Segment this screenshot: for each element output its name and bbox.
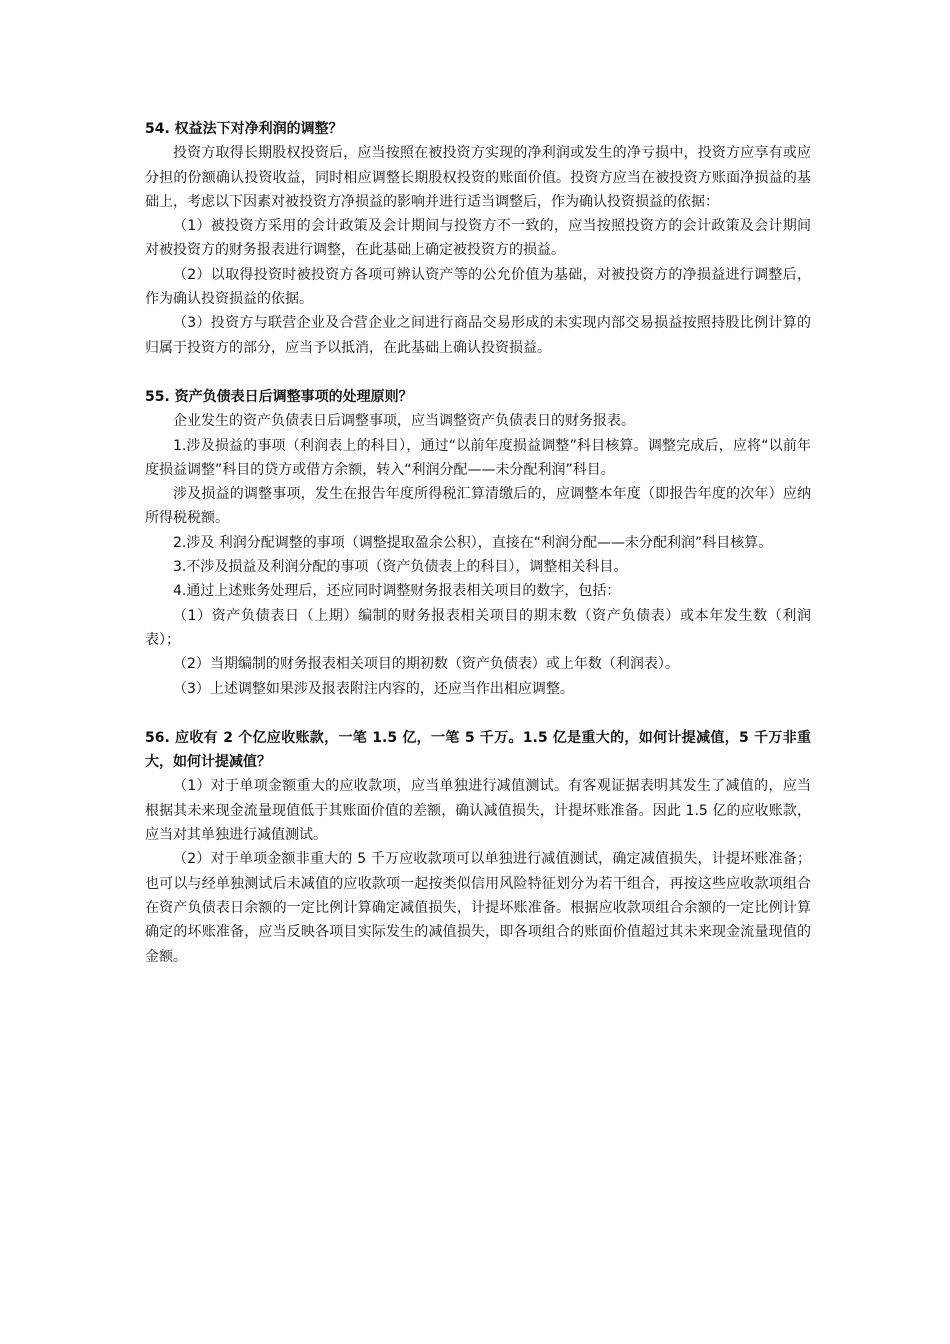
paragraph: 1.涉及损益的事项（利润表上的科目），通过“以前年度损益调整”科目核算。调整完成后，应将“以前年度损益调整”科目的贷方或借方余额，转入“利润分配——未分配利润”科目。	[145, 437, 811, 478]
paragraph: （3）上述调整如果涉及报表附注内容的，还应当作出相应调整。	[173, 680, 574, 697]
paragraph: （2）以取得投资时被投资方各项可辨认资产等的公允价值为基础，对被投资方的净损益进行调整后，作为确认投资损益的依据。	[145, 266, 811, 308]
section-heading: 55. 资产负债表日后调整事项的处理原则？	[145, 388, 413, 405]
paragraph: 3.不涉及损益及利润分配的事项（资产负债表上的科目），调整相关科目。	[173, 559, 628, 576]
section-54	[145, 117, 811, 360]
paragraph: 4.通过上述账务处理后，还应同时调整财务报表相关项目的数字，包括：	[173, 583, 621, 600]
paragraph: 投资方取得长期股权投资后，应当按照在被投资方实现的净利润或发生的净亏损中，投资方应享有或应分担的份额确认投资收益，同时相应调整长期股权投资的账面价值。投资方应当在被投资方账面净损益的基础上，考虑以下因素对被投资方净损益的影响并进行适当调整后，作为确认投资损益的依据：	[145, 145, 811, 210]
section-55	[145, 385, 811, 701]
paragraph: （1）对于单项金额重大的应收款项，应当单独进行减值测试。有客观证据表明其发生了减值的，应当根据其未来现金流量现值低于其账面价值的差额，确认减值损失，计提坏账准备。因此 1.5 亿的应收账款，应当对其单独进行减值测试。	[145, 778, 811, 844]
paragraph: 企业发生的资产负债表日后调整事项，应当调整资产负债表日的财务报表。	[173, 413, 635, 430]
paragraph: （1）被投资方采用的会计政策及会计期间与投资方不一致的，应当按照投资方的会计政策及会计期间对被投资方的财务报表进行调整，在此基础上确定被投资方的损益。	[145, 218, 811, 259]
paragraph: （2）当期编制的财务报表相关项目的期初数（资产负债表）或上年数（利润表）。	[173, 656, 679, 673]
paragraph: 2.涉及 利润分配调整的事项（调整提取盈余公积），直接在“利润分配——未分配利润”科目核算。	[173, 534, 773, 551]
paragraph: 涉及损益的调整事项，发生在报告年度所得税汇算清缴后的，应调整本年度（即报告年度的次年）应纳所得税税额。	[145, 486, 811, 527]
paragraph: （2）对于单项金额非重大的 5 千万应收款项可以单独进行减值测试，确定减值损失，计提坏账准备；也可以与经单独测试后未减值的应收款项一起按类似信用风险特征划分为若干组合，再按这些应收款项组合在资产负债表日余额的一定比例计算确定减值损失，计提坏账准备。根据应收款项组合余额的一定比例计算确定的坏账准备，应当反映各项目实际发生的减值损失，即各项组合的账面价值超过其未来现金流量现值的金额。	[145, 851, 811, 965]
section-heading: 54. 权益法下对净利润的调整？	[145, 121, 343, 137]
paragraph: （1）资产负债表日（上期）编制的财务报表相关项目的期末数（资产负债表）或本年发生数（利润表）；	[145, 607, 811, 648]
section-56	[145, 726, 811, 969]
document-page	[145, 117, 811, 969]
section-heading: 56. 应收有 2 个亿应收账款，一笔 1.5 亿，一笔 5 千万。1.5 亿是重大的，如何计提减值，5 千万非重大，如何计提减值？	[145, 729, 811, 771]
paragraph: （3）投资方与联营企业及合营企业之间进行商品交易形成的未实现内部交易损益按照持股比例计算的归属于投资方的部分，应当予以抵消，在此基础上确认投资损益。	[145, 315, 811, 356]
